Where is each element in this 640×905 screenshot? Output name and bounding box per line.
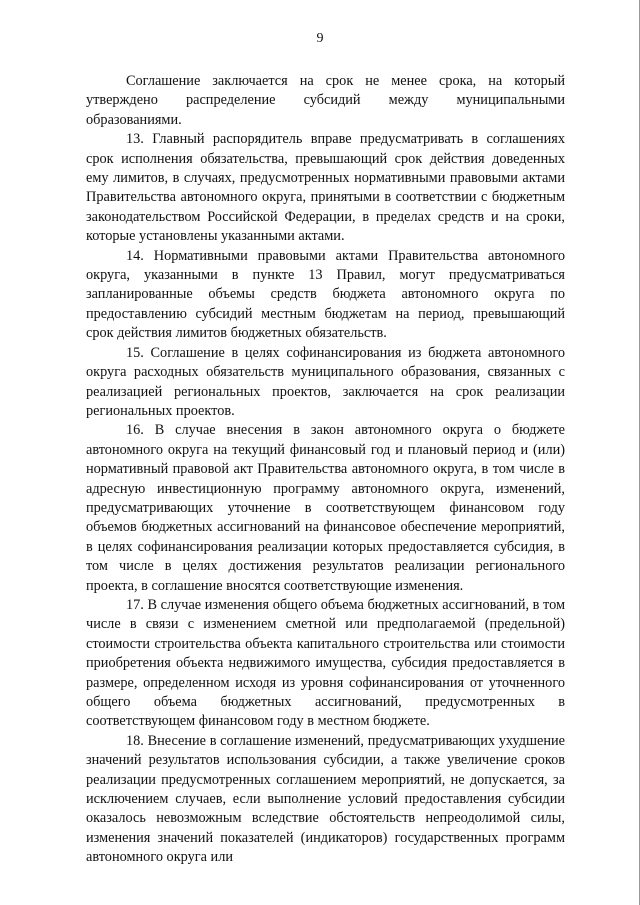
- paragraph-13: 13. Главный распорядитель вправе предусматривать в соглашениях срок исполнения обязательства, превышающий срок действия доведенных ему лимитов, в случаях, предусмотренных нормативными правовыми актами Правительства автономного округа, принятыми в соответствии с бюджетным законодательством Российской Федерации, в пределах средств и на сроки, которые установлены указанными актами.: [86, 131, 565, 245]
- paragraph-17: 17. В случае изменения общего объема бюджетных ассигнований, в том числе в связи с изменением сметной или предполагаемой (предельной) стоимости строительства объекта капитального строительства или стоимости приобретения объекта недвижимого имущества, субсидия предоставляется в размере, определенном исходя из уровня софинансирования от уточненного общего объема бюджетных ассигнований, предусмотренных в соответствующем финансовом году в местном бюджете.: [86, 596, 565, 730]
- page-number: 9: [316, 31, 324, 46]
- paragraph-16: 16. В случае внесения в закон автономного округа о бюджете автономного округа на текущий финансовый год и плановый период и (или) нормативный правовой акт Правительства автономного округа, в том числе в адресную инвестиционную программу автономного округа, изменений, предусматривающих уточнение в соответствующем финансовом году объемов бюджетных ассигнований на финансовое обеспечение мероприятий, в целях софинансирования реализации которых предоставляется субсидия, в том числе в целях достижения результатов реализации регионального проекта, в соглашение вносятся соответствующие изменения.: [86, 422, 565, 594]
- paragraph-18: 18. Внесение в соглашение изменений, предусматривающих ухудшение значений результатов использования субсидии, а также увеличение сроков реализации предусмотренных соглашением мероприятий, не допускается, за исключением случаев, если выполнение условий предоставления субсидии оказалось невозможным вследствие обстоятельств непреодолимой силы, изменения значений показателей (индикаторов) государственных программ автономного округа или: [86, 732, 565, 866]
- paragraph-intro: Соглашение заключается на срок не менее срока, на который утверждено распределение субсидий между муниципальными образованиями.: [86, 73, 565, 128]
- document-body: [86, 72, 565, 868]
- paragraph-15: 15. Соглашение в целях софинансирования из бюджета автономного округа расходных обязательств муниципального образования, связанных с реализацией региональных проектов, заключается на срок реализации региональных проектов.: [86, 344, 565, 419]
- paragraph-14: 14. Нормативными правовыми актами Правительства автономного округа, указанными в пункте 13 Правил, могут предусматриваться запланированные объемы средств бюджета автономного округа по предоставлению субсидий местным бюджетам на период, превышающий срок действия лимитов бюджетных обязательств.: [86, 247, 565, 342]
